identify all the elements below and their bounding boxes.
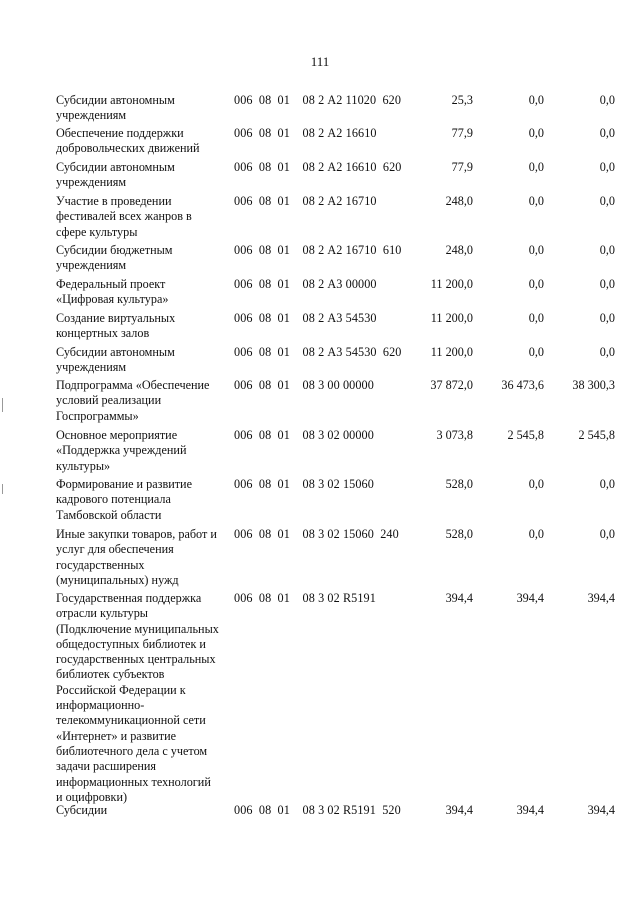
page-number: 111 bbox=[310, 54, 330, 69]
row-value-year2: 394,4 bbox=[516, 803, 544, 817]
row-name: Субсидии автономным учреждениям bbox=[56, 93, 175, 123]
row-code: 006 08 01 08 2 А3 54530 bbox=[234, 311, 377, 325]
row-value-year1: 528,0 bbox=[445, 477, 473, 491]
row-value-year1: 11 200,0 bbox=[430, 345, 473, 359]
row-code: 006 08 01 08 2 А3 00000 bbox=[234, 277, 377, 291]
row-value-year1: 37 872,0 bbox=[430, 378, 473, 392]
row-value-year3: 0,0 bbox=[599, 311, 615, 325]
row-name: Субсидии автономным учреждениям bbox=[56, 345, 175, 375]
row-value-year2: 394,4 bbox=[516, 591, 544, 605]
row-code: 006 08 01 08 3 02 R5191 520 bbox=[234, 803, 401, 817]
row-value-year3: 0,0 bbox=[599, 160, 615, 174]
row-code: 006 08 01 08 3 02 15060 240 bbox=[234, 527, 399, 541]
row-code: 006 08 01 08 2 А2 16710 bbox=[234, 194, 377, 208]
row-value-year1: 77,9 bbox=[451, 126, 473, 140]
row-name: Обеспечение поддержки добровольческих движений bbox=[56, 126, 200, 156]
row-value-year1: 248,0 bbox=[445, 243, 473, 257]
row-value-year2: 0,0 bbox=[528, 126, 544, 140]
row-value-year3: 0,0 bbox=[599, 277, 615, 291]
row-value-year3: 0,0 bbox=[599, 345, 615, 359]
row-value-year1: 25,3 bbox=[451, 93, 473, 107]
row-value-year3: 0,0 bbox=[599, 93, 615, 107]
row-code: 006 08 01 08 2 А2 16710 610 bbox=[234, 243, 402, 257]
row-name: Участие в проведении фестивалей всех жанров в сфере культуры bbox=[56, 194, 192, 239]
row-value-year3: 0,0 bbox=[599, 126, 615, 140]
row-name: Государственная поддержка отрасли культуры (Подключение муниципальных общедоступных библиотек и государственных центральных библиотек субъектов Российской Федерации к информационно- телекоммуникационной сети «Интернет» и развитие библиотечного дела с учетом задачи расширения информационных технологий и оцифровки) bbox=[56, 591, 219, 804]
row-code: 006 08 01 08 2 А2 11020 620 bbox=[234, 93, 402, 107]
row-value-year2: 0,0 bbox=[528, 527, 544, 541]
row-value-year2: 36 473,6 bbox=[501, 378, 544, 392]
row-value-year2: 2 545,8 bbox=[507, 428, 544, 442]
row-value-year3: 0,0 bbox=[599, 243, 615, 257]
row-value-year3: 0,0 bbox=[599, 527, 615, 541]
row-code: 006 08 01 08 3 02 15060 bbox=[234, 477, 374, 491]
row-value-year2: 0,0 bbox=[528, 277, 544, 291]
row-name: Субсидии автономным учреждениям bbox=[56, 160, 175, 190]
row-value-year2: 0,0 bbox=[528, 311, 544, 325]
row-name: Иные закупки товаров, работ и услуг для обеспечения государственных (муниципальных) нужд bbox=[56, 527, 217, 587]
row-name: Подпрограмма «Обеспечение условий реализации Госпрограммы» bbox=[56, 378, 210, 423]
row-name: Основное мероприятие «Поддержка учреждений культуры» bbox=[56, 428, 187, 473]
row-value-year3: 38 300,3 bbox=[572, 378, 615, 392]
row-name: Субсидии бюджетным учреждениям bbox=[56, 243, 173, 273]
row-value-year2: 0,0 bbox=[528, 194, 544, 208]
row-name: Создание виртуальных концертных залов bbox=[56, 311, 176, 341]
row-value-year2: 0,0 bbox=[528, 93, 544, 107]
row-value-year2: 0,0 bbox=[528, 345, 544, 359]
row-name: Формирование и развитие кадрового потенциала Тамбовской области bbox=[56, 477, 192, 522]
row-value-year3: 394,4 bbox=[587, 591, 615, 605]
row-value-year1: 3 073,8 bbox=[436, 428, 473, 442]
row-value-year1: 248,0 bbox=[445, 194, 473, 208]
row-value-year1: 528,0 bbox=[445, 527, 473, 541]
row-code: 006 08 01 08 3 02 00000 bbox=[234, 428, 374, 442]
row-value-year2: 0,0 bbox=[528, 160, 544, 174]
row-code: 006 08 01 08 2 А2 16610 bbox=[234, 126, 377, 140]
row-value-year3: 0,0 bbox=[599, 477, 615, 491]
row-name: Федеральный проект «Цифровая культура» bbox=[56, 277, 169, 307]
row-value-year1: 77,9 bbox=[451, 160, 473, 174]
row-value-year1: 11 200,0 bbox=[430, 277, 473, 291]
row-code: 006 08 01 08 3 02 R5191 bbox=[234, 591, 376, 605]
row-value-year2: 0,0 bbox=[528, 477, 544, 491]
scan-mark bbox=[2, 398, 3, 412]
row-value-year1: 394,4 bbox=[445, 591, 473, 605]
row-code: 006 08 01 08 2 А2 16610 620 bbox=[234, 160, 402, 174]
row-value-year1: 394,4 bbox=[445, 803, 473, 817]
row-value-year3: 0,0 bbox=[599, 194, 615, 208]
row-code: 006 08 01 08 2 А3 54530 620 bbox=[234, 345, 402, 359]
scan-mark bbox=[2, 484, 3, 494]
row-name: Субсидии bbox=[56, 803, 108, 817]
row-value-year3: 394,4 bbox=[587, 803, 615, 817]
row-code: 006 08 01 08 3 00 00000 bbox=[234, 378, 374, 392]
row-value-year3: 2 545,8 bbox=[578, 428, 615, 442]
row-value-year2: 0,0 bbox=[528, 243, 544, 257]
row-value-year1: 11 200,0 bbox=[430, 311, 473, 325]
